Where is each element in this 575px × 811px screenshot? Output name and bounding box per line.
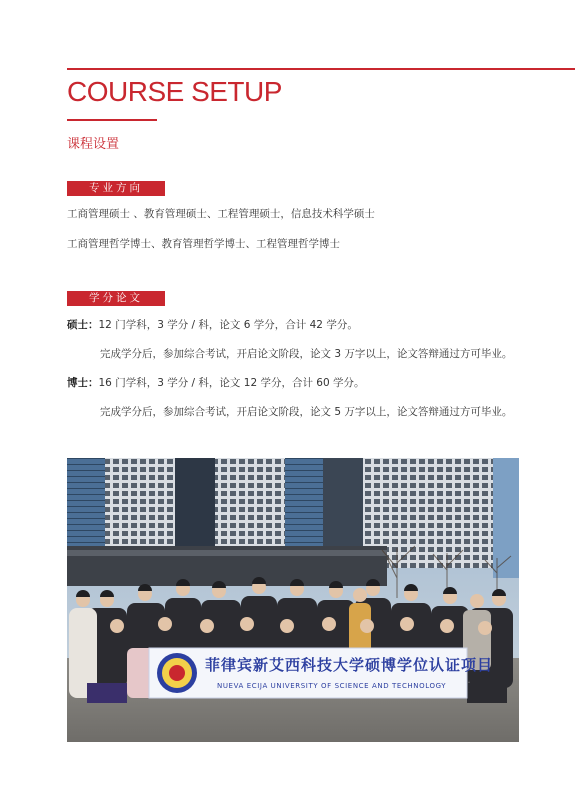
top-rule (67, 68, 575, 70)
banner-title-cn: 菲律宾新艾西科技大学硕博学位认证项目 (205, 656, 494, 674)
buildings (67, 458, 519, 586)
title-underline (67, 119, 157, 121)
major-tag: 专业方向 (67, 181, 165, 196)
group-photo (67, 458, 519, 742)
page-subtitle: 课程设置 (67, 137, 120, 152)
master-credits-line (67, 318, 358, 332)
doctor-note: 完成学分后，参加综合考试，开启论文阶段，论文 5 万字以上，论文答辩通过方可毕业。 (100, 406, 513, 418)
doctor-credits-text: 16 门学科，3 学分 / 科，论文 12 学分，合计 60 学分。 (98, 377, 365, 389)
doctor-credits-line (67, 376, 365, 390)
credits-tag: 学分论文 (67, 291, 165, 306)
master-label: 硕士： (67, 319, 99, 331)
master-programs-line: 工商管理硕士 、教育管理硕士、工程管理硕士，信息技术科学硕士 (67, 208, 375, 220)
master-credits-text: 12 门学科，3 学分 / 科，论文 6 学分，合计 42 学分。 (98, 319, 358, 331)
master-note: 完成学分后，参加综合考试，开启论文阶段，论文 3 万字以上，论文答辩通过方可毕业。 (100, 348, 513, 360)
doctor-label: 博士： (67, 377, 99, 389)
page-title: COURSE SETUP (67, 76, 282, 107)
banner-title-en: NUEVA ECIJA UNIVERSITY OF SCIENCE AND TECHNOLOGY (217, 682, 447, 690)
banner (149, 648, 493, 698)
doctor-programs-line: 工商管理哲学博士、教育管理哲学博士、工程管理哲学博士 (67, 238, 340, 250)
